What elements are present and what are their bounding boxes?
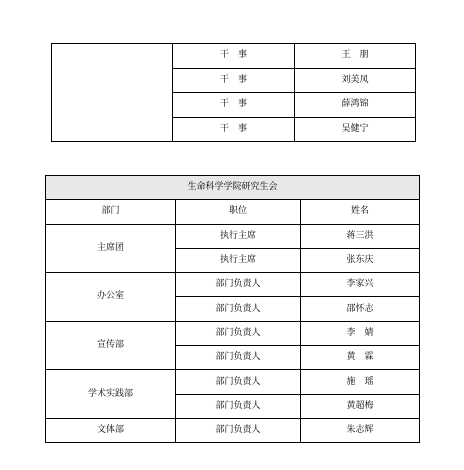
table-row [46, 418, 420, 442]
position-cell: 部门负责人 [176, 394, 301, 418]
position-cell: 部门负责人 [176, 273, 301, 297]
header-dept: 部门 [46, 200, 176, 224]
dept-cell: 主席团 [46, 224, 176, 273]
table-row [46, 224, 420, 248]
dept-cell: 宣传部 [46, 321, 176, 370]
position-cell: 执行主席 [176, 248, 301, 272]
position-cell: 部门负责人 [176, 321, 301, 345]
table-row [52, 44, 416, 69]
table-row [46, 273, 420, 297]
name-cell: 吴健宁 [295, 117, 416, 142]
position-cell: 部门负责人 [176, 346, 301, 370]
name-cell: 薛鸿锦 [295, 93, 416, 118]
name-cell: 蒋三洪 [301, 224, 420, 248]
name-cell: 张东庆 [301, 248, 420, 272]
grad-union-table [45, 175, 420, 443]
dept-cell-empty [52, 44, 173, 142]
staff-table-continued [51, 43, 416, 142]
position-cell: 干 事 [173, 117, 295, 142]
header-name: 姓名 [301, 200, 420, 224]
name-cell: 李家兴 [301, 273, 420, 297]
name-cell: 刘美凤 [295, 68, 416, 93]
position-cell: 干 事 [173, 44, 295, 69]
position-cell: 部门负责人 [176, 370, 301, 394]
header-position: 职位 [176, 200, 301, 224]
dept-cell: 学术实践部 [46, 370, 176, 419]
name-cell: 朱志辉 [301, 418, 420, 442]
position-cell: 干 事 [173, 68, 295, 93]
table-row [46, 370, 420, 394]
table-title-row [46, 176, 420, 200]
table-header-row [46, 200, 420, 224]
name-cell: 黄超梅 [301, 394, 420, 418]
name-cell: 王 朋 [295, 44, 416, 69]
dept-cell: 办公室 [46, 273, 176, 322]
position-cell: 干 事 [173, 93, 295, 118]
name-cell: 黄 霖 [301, 346, 420, 370]
position-cell: 部门负责人 [176, 297, 301, 321]
name-cell: 李 婧 [301, 321, 420, 345]
table-title: 生命科学学院研究生会 [46, 176, 420, 200]
position-cell: 执行主席 [176, 224, 301, 248]
name-cell: 邵怀志 [301, 297, 420, 321]
position-cell: 部门负责人 [176, 418, 301, 442]
name-cell: 施 瑶 [301, 370, 420, 394]
table-row [46, 321, 420, 345]
dept-cell: 文体部 [46, 418, 176, 442]
